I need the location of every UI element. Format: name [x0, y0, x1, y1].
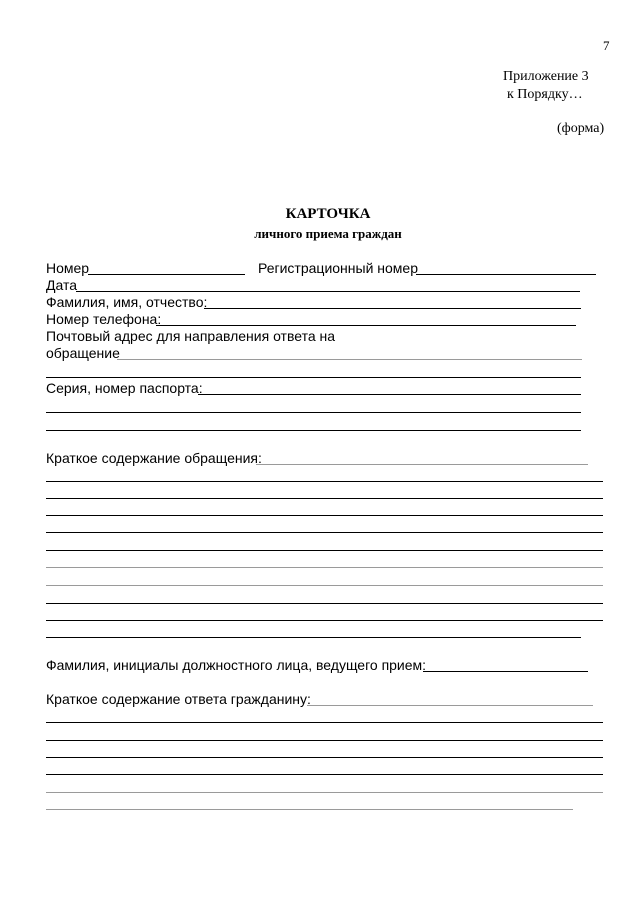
- postal-address-field[interactable]: [117, 359, 582, 360]
- postal-address-extra-line[interactable]: [46, 377, 581, 378]
- summary-line-9[interactable]: [46, 620, 603, 621]
- passport-label: Серия, номер паспорта:: [46, 380, 203, 396]
- appendix-line-1: Приложение 3: [503, 69, 589, 84]
- summary-field[interactable]: [256, 464, 588, 465]
- answer-line-3[interactable]: [46, 757, 603, 758]
- full-name-field[interactable]: [204, 308, 581, 309]
- summary-line-10[interactable]: [46, 637, 581, 638]
- form-note: (форма): [557, 121, 605, 136]
- number-label: Номер: [46, 260, 90, 276]
- answer-line-5[interactable]: [46, 792, 603, 793]
- answer-line-1[interactable]: [46, 722, 603, 723]
- answer-line-4[interactable]: [46, 774, 603, 775]
- appendix-line-2: к Порядку…: [507, 87, 583, 102]
- passport-extra-line-2[interactable]: [46, 430, 581, 431]
- answer-field[interactable]: [307, 705, 593, 706]
- page-number: 7: [603, 38, 610, 53]
- full-name-label: Фамилия, имя, отчество:: [46, 294, 208, 310]
- summary-line-6[interactable]: [46, 567, 603, 568]
- postal-address-label-line-2: обращение: [46, 345, 120, 361]
- document-subtitle: личного приема граждан: [254, 226, 402, 241]
- phone-label: Номер телефона:: [46, 311, 162, 327]
- summary-line-7[interactable]: [46, 585, 603, 586]
- official-field[interactable]: [423, 671, 588, 672]
- passport-extra-line-1[interactable]: [46, 412, 581, 413]
- summary-label: Краткое содержание обращения:: [46, 450, 262, 466]
- summary-line-8[interactable]: [46, 603, 603, 604]
- answer-line-2[interactable]: [46, 740, 603, 741]
- date-field[interactable]: [76, 291, 580, 292]
- phone-field[interactable]: [156, 325, 576, 326]
- registration-number-field[interactable]: [416, 274, 596, 275]
- summary-line-2[interactable]: [46, 498, 603, 499]
- summary-line-3[interactable]: [46, 515, 603, 516]
- summary-line-5[interactable]: [46, 550, 603, 551]
- answer-line-6[interactable]: [46, 809, 573, 810]
- official-label: Фамилия, инициалы должностного лица, ведущего прием:: [46, 657, 427, 673]
- document-title: КАРТОЧКА: [285, 206, 371, 222]
- passport-field[interactable]: [198, 394, 581, 395]
- answer-label: Краткое содержание ответа гражданину:: [46, 691, 311, 707]
- registration-number-label: Регистрационный номер: [258, 260, 418, 276]
- summary-line-1[interactable]: [46, 481, 603, 482]
- date-label: Дата: [46, 277, 78, 293]
- number-field[interactable]: [88, 274, 245, 275]
- postal-address-label-line-1: Почтовый адрес для направления ответа на: [46, 328, 336, 344]
- appendix-reference: [503, 68, 589, 104]
- summary-line-4[interactable]: [46, 532, 603, 533]
